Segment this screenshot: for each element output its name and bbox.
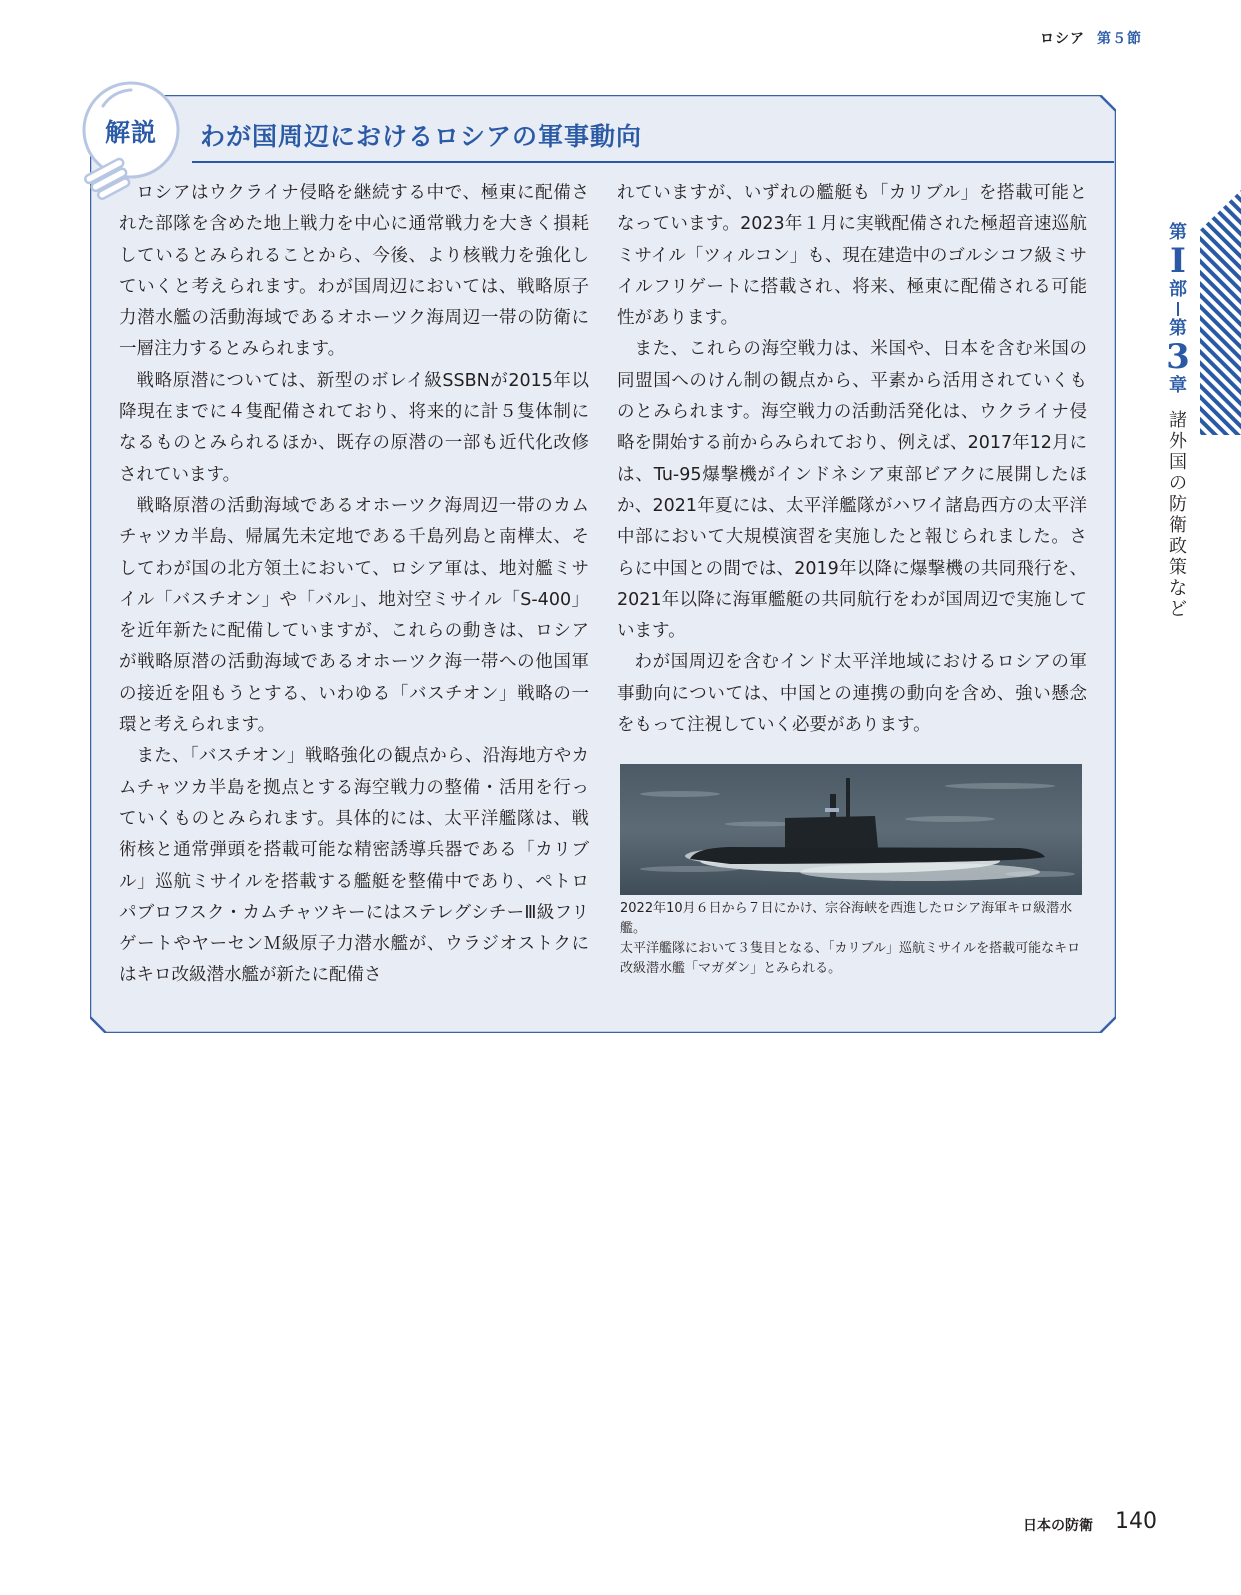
- part-suffix: 部: [1169, 279, 1187, 300]
- left-column: [119, 178, 589, 992]
- chapter-title-char: ど: [1169, 599, 1187, 620]
- chapter-title-char: 国: [1169, 452, 1187, 473]
- chapter-suffix: 章: [1169, 375, 1187, 396]
- chapter-prefix: 第: [1169, 318, 1187, 339]
- paragraph: 戦略原潜の活動海域であるオホーツク海周辺一帯のカムチャツカ半島、帰属先未定地である千島列島と南樺太、そしてわが国の北方領土において、ロシア軍は、地対艦ミサイル「バスチオン」や「バル」、地対空ミサイル「S-400」を近年新たに配備していますが、これらの動きは、ロシアが戦略原潜の活動海域であるオホーツク海一帯への他国軍の接近を阻もうとする、いわゆる「バスチオン」戦略の一環と考えられます。: [119, 495, 589, 736]
- paragraph: また、「バスチオン」戦略強化の観点から、沿海地方やカムチャツカ半島を拠点とする海空戦力の整備・活用を行っていくものとみられます。具体的には、太平洋艦隊は、戦術核と通常弾頭を搭載可能な精密誘導兵器である「カリブル」巡航ミサイルを搭載する艦艇を整備中であり、ペトロパブロフスク・カムチャツキーにはステレグシチーⅢ級フリゲートやヤーセンＭ級原子力潜水艦が、ウラジオストクにはキロ改級潜水艦が新たに配備さ: [119, 746, 589, 986]
- chapter-title-vertical: [1166, 410, 1190, 620]
- paragraph-continued: れていますが、いずれの艦艇も「カリブル」を搭載可能となっています。2023年１月に実戦配備された極超音速巡航ミサイル「ツィルコン」も、現在建造中のゴルシコフ級ミサイルフリゲートに搭載され、将来、極東に配備される可能性があります。: [617, 183, 1087, 329]
- footer-publication: 日本の防衛: [1023, 1518, 1093, 1534]
- submarine-photo: [620, 764, 1082, 895]
- chapter-title-char: 衛: [1169, 515, 1187, 536]
- part-prefix: 第: [1169, 222, 1187, 243]
- paragraph: また、これらの海空戦力は、米国や、日本を含む米国の同盟国へのけん制の観点から、平素から活用されていくものとみられます。海空戦力の活動活発化は、ウクライナ侵略を開始する前からみられており、例えば、2017年12月には、Tu-95爆撃機がインドネシア東部ビアクに展開したほか、2021年夏には、太平洋艦隊がハワイ諸島西方の太平洋中部において大規模演習を実施したと報じられました。さらに中国との間では、2019年以降に爆撃機の共同飛行を、2021年以降に海軍艦艇の共同航行をわが国周辺で実施しています。: [617, 339, 1087, 642]
- panel-title: わが国周辺におけるロシアの軍事動向: [200, 122, 643, 151]
- chapter-number: 3: [1166, 337, 1190, 377]
- part-chapter-indicator: [1160, 222, 1196, 396]
- caption-line: 2022年10月６日から７日にかけ、宗谷海峡を西進したロシア海軍キロ級潜水艦。: [620, 901, 1073, 936]
- chapter-title-char: 諸: [1169, 410, 1187, 431]
- title-divider: [192, 161, 1114, 163]
- indicator-divider: [1177, 302, 1179, 316]
- part-number: I: [1170, 241, 1186, 281]
- chapter-title-char: 防: [1169, 494, 1187, 515]
- chapter-title-char: な: [1169, 578, 1187, 599]
- right-column: [617, 178, 1087, 741]
- caption-line: 太平洋艦隊において３隻目となる、「カリブル」巡航ミサイルを搭載可能なキロ改級潜水艦「マガダン」とみられる。: [620, 941, 1081, 976]
- paragraph: ロシアはウクライナ侵略を継続する中で、極東に配備された部隊を含めた地上戦力を中心に通常戦力を大きく損耗しているとみられることから、今後、より核戦力を強化していくと考えられます。わが国周辺においては、戦略原子力潜水艦の活動海域であるオホーツク海周辺一帯の防衛に一層注力するとみられます。: [119, 183, 589, 360]
- paragraph: わが国周辺を含むインド太平洋地域におけるロシアの軍事動向については、中国との連携の動向を含め、強い懸念をもって注視していく必要があります。: [617, 652, 1087, 736]
- header-section-number: 第５節: [1097, 31, 1142, 47]
- photo-caption: [620, 899, 1090, 979]
- chapter-title-char: 策: [1169, 557, 1187, 578]
- chapter-title-char: の: [1169, 473, 1187, 494]
- header-section: ロシア: [1040, 31, 1085, 47]
- running-header: [1040, 28, 1142, 48]
- page-number: 140: [1115, 1509, 1157, 1534]
- chapter-title-char: 外: [1169, 431, 1187, 452]
- paragraph: 戦略原潜については、新型のボレイ級SSBNが2015年以降現在までに４隻配備されており、将来的に計５隻体制になるものとみられるほか、既存の原潜の一部も近代化改修されています。: [119, 370, 589, 485]
- panel-label: 解説: [105, 118, 158, 147]
- chapter-title-char: 政: [1169, 536, 1187, 557]
